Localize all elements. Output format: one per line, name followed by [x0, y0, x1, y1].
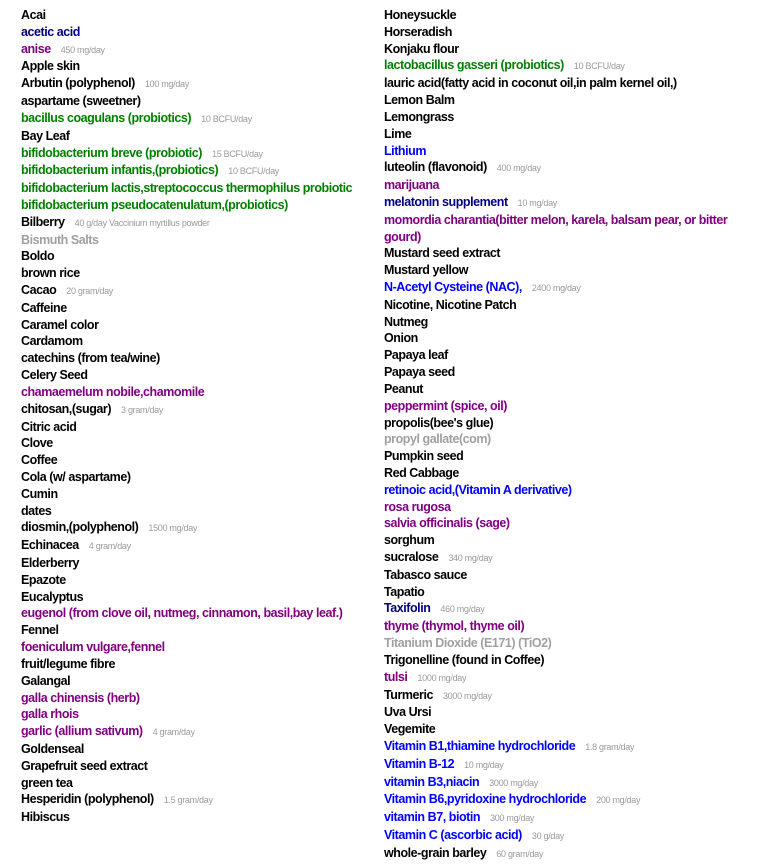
- item-name: Celery Seed: [21, 368, 88, 383]
- item-name: Tapatio: [384, 584, 425, 599]
- list-item-thyme-thymol-thyme-oil: [384, 618, 759, 635]
- item-name: galla rhois: [21, 707, 79, 722]
- item-name: whole-grain barley: [384, 845, 487, 860]
- item-dose: 60 gram/day: [496, 848, 544, 859]
- item-name: peppermint (spice, oil): [384, 398, 507, 413]
- item-dose: 1500 mg/day: [148, 523, 198, 534]
- list-item-vegemite: [384, 721, 759, 738]
- item-dose: 10 BCFU/day: [228, 166, 279, 177]
- item-name: luteolin (flavonoid): [384, 160, 487, 175]
- item-name: Onion: [384, 331, 418, 346]
- item-name: lactobacillus gasseri (probiotics): [384, 58, 564, 73]
- item-name: Hibiscus: [21, 810, 70, 825]
- item-name: brown rice: [21, 266, 80, 281]
- item-name: marijuana: [384, 178, 440, 193]
- item-dose: 3000 mg/day: [442, 690, 492, 701]
- item-dose: 200 mg/day: [596, 795, 641, 806]
- list-item-marijuana: [384, 177, 759, 194]
- list-item-galla-rhois: [21, 706, 366, 723]
- item-name: lauric acid(fatty acid in coconut oil,in palm kernel oil,): [384, 76, 677, 91]
- item-name: Caramel color: [21, 317, 99, 332]
- list-item-lithium: [384, 143, 759, 160]
- item-name: Tabasco sauce: [384, 567, 467, 582]
- list-item-brown-rice: [21, 265, 366, 282]
- list-item-lauric-acid-fatty-acid-in-coconut-oil-in: [384, 75, 759, 92]
- item-name: Lime: [384, 126, 412, 141]
- item-name: Galangal: [21, 673, 71, 688]
- list-item-eugenol-from-clove-oil-nutmeg-cinnamon-b: [21, 605, 366, 622]
- item-name: Vitamin B-12: [384, 756, 455, 771]
- list-item-chitosan-sugar: [21, 401, 366, 419]
- list-item-bay-leaf: [21, 128, 366, 145]
- item-name: Cardamom: [21, 334, 83, 349]
- item-name: Epazote: [21, 572, 66, 587]
- item-name: galla chinensis (herb): [21, 690, 140, 705]
- list-item-mustard-yellow: [384, 262, 759, 279]
- item-name: propolis(bee's glue): [384, 415, 494, 430]
- list-item-eucalyptus: [21, 589, 366, 606]
- item-name: Boldo: [21, 249, 55, 264]
- list-item-cumin: [21, 486, 366, 503]
- item-name: chitosan,(sugar): [21, 401, 112, 416]
- list-item-fruit-legume-fibre: [21, 656, 366, 673]
- list-item-lemon-balm: [384, 92, 759, 109]
- item-name: Clove: [21, 436, 53, 451]
- item-name: diosmin,(polyphenol): [21, 520, 139, 535]
- item-dose: 20 gram/day: [66, 286, 114, 296]
- list-item-peppermint-spice-oil: [384, 398, 759, 415]
- item-dose: 2400 mg/day: [531, 283, 581, 293]
- list-item-sorghum: [384, 532, 759, 549]
- list-item-onion: [384, 330, 759, 347]
- list-item-cacao: [21, 282, 366, 300]
- item-name: green tea: [21, 775, 73, 790]
- list-item-bifidobacterium-pseudocatenulatum-probio: [21, 197, 366, 214]
- item-name: Nicotine, Nicotine Patch: [384, 297, 517, 312]
- item-name: eugenol (from clove oil, nutmeg, cinnamon, basil,bay leaf.): [21, 606, 343, 621]
- list-item-catechins-from-tea-wine: [21, 350, 366, 367]
- list-item-momordia-charantia-bitter-melon-karela-b: [384, 212, 759, 246]
- item-name: Coffee: [21, 453, 58, 468]
- item-name: Turmeric: [384, 687, 433, 702]
- item-name: bifidobacterium pseudocatenulatum,(probiotics): [21, 197, 288, 212]
- item-name: Cacao: [21, 283, 57, 297]
- item-name: Apple skin: [21, 59, 80, 74]
- list-item-horseradish: [384, 24, 759, 41]
- item-name: propyl gallate(com): [384, 432, 491, 447]
- list-item-dates: [21, 503, 366, 520]
- list-item-hesperidin-polyphenol: [21, 791, 366, 809]
- item-name: bifidobacterium lactis,streptococcus thermophilus probiotic: [21, 181, 353, 196]
- list-item-salvia-officinalis-sage: [384, 515, 759, 532]
- list-item-peanut: [384, 381, 759, 398]
- list-item-grapefruit-seed-extract: [21, 758, 366, 775]
- list-item-chamaemelum-nobile-chamomile: [21, 384, 366, 401]
- item-name: Titanium Dioxide (E171) (TiO2): [384, 636, 552, 651]
- list-item-cardamom: [21, 333, 366, 350]
- item-dose: 100 mg/day: [144, 79, 189, 90]
- list-item-citric-acid: [21, 419, 366, 436]
- item-name: bacillus coagulans (probiotics): [21, 110, 192, 125]
- list-item-green-tea: [21, 775, 366, 792]
- list-item-sucralose: [384, 549, 759, 567]
- item-name: Vitamin B6,pyridoxine hydrochloride: [384, 792, 587, 807]
- list-item-whole-grain-barley: [384, 845, 759, 863]
- item-name: tulsi: [384, 669, 408, 684]
- list-item-vitamin-b3-niacin: [384, 774, 759, 792]
- item-dose: 3000 mg/day: [489, 777, 538, 788]
- item-name: bifidobacterium infantis,(probiotics): [21, 163, 219, 178]
- list-item-papaya-leaf: [384, 347, 759, 364]
- item-name: dates: [21, 503, 52, 518]
- list-item-elderberry: [21, 555, 366, 572]
- item-dose: 460 mg/day: [440, 604, 485, 615]
- list-item-luteolin-flavonoid: [384, 159, 759, 177]
- item-name: melatonin supplement: [384, 194, 508, 209]
- left-column-list: [21, 7, 366, 826]
- item-dose: 1.8 gram/day: [585, 741, 635, 752]
- list-item-uva-ursi: [384, 704, 759, 721]
- item-name: Lithium: [384, 143, 426, 158]
- list-item-boldo: [21, 248, 366, 265]
- item-name: Papaya seed: [384, 365, 455, 380]
- list-item-tapatio: [384, 584, 759, 601]
- item-dose: 4 gram/day: [88, 541, 131, 552]
- list-item-apple-skin: [21, 58, 366, 75]
- item-name: Bismuth Salts: [21, 232, 99, 247]
- list-item-foeniculum-vulgare-fennel: [21, 639, 366, 656]
- list-item-turmeric: [384, 687, 759, 705]
- list-item-mustard-seed-extract: [384, 245, 759, 262]
- list-item-tabasco-sauce: [384, 567, 759, 584]
- item-name: Fennel: [21, 623, 59, 638]
- item-name: thyme (thymol, thyme oil): [384, 619, 525, 634]
- item-name: fruit/legume fibre: [21, 656, 115, 671]
- item-name: rosa rugosa: [384, 499, 451, 514]
- item-name: Taxifolin: [384, 601, 431, 616]
- item-name: Vitamin C (ascorbic acid): [384, 828, 522, 842]
- item-dose: 10 BCFU/day: [201, 113, 252, 124]
- list-item-tulsi: [384, 669, 759, 687]
- list-item-caramel-color: [21, 317, 366, 334]
- item-name: Echinacea: [21, 538, 79, 553]
- item-name: chamaemelum nobile,chamomile: [21, 384, 205, 399]
- item-name: bifidobacterium breve (probiotic): [21, 145, 202, 160]
- list-item-anise: [21, 41, 366, 59]
- item-name: Nutmeg: [384, 314, 428, 329]
- item-name: sorghum: [384, 533, 435, 548]
- item-dose: 300 mg/day: [490, 813, 535, 824]
- item-name: Goldenseal: [21, 741, 84, 756]
- item-name: Hesperidin (polyphenol): [21, 792, 154, 807]
- item-name: Arbutin (polyphenol): [21, 76, 135, 91]
- list-item-bifidobacterium-infantis-probiotics: [21, 162, 366, 180]
- item-name: Mustard seed extract: [384, 246, 501, 261]
- item-name: vitamin B7, biotin: [384, 810, 481, 825]
- list-item-galangal: [21, 673, 366, 690]
- item-name: foeniculum vulgare,fennel: [21, 640, 165, 655]
- item-name: catechins (from tea/wine): [21, 351, 160, 366]
- item-name: Uva Ursi: [384, 705, 432, 720]
- list-item-galla-chinensis-herb: [21, 690, 366, 707]
- list-item-vitamin-c-ascorbic-acid: [384, 827, 759, 845]
- item-name: Elderberry: [21, 556, 80, 570]
- list-item-nutmeg: [384, 314, 759, 331]
- list-item-honeysuckle: [384, 7, 759, 24]
- item-dose: 450 mg/day: [60, 44, 105, 55]
- list-item-arbutin-polyphenol: [21, 75, 366, 93]
- list-item-rosa-rugosa: [384, 499, 759, 516]
- list-item-vitamin-b6-pyridoxine-hydrochloride: [384, 791, 759, 809]
- item-dose: 10 BCFU/day: [573, 61, 625, 72]
- item-name: Bay Leaf: [21, 128, 70, 143]
- item-dose: 1000 mg/day: [417, 672, 467, 683]
- list-item-lemongrass: [384, 109, 759, 126]
- list-item-acai: [21, 7, 366, 24]
- item-name: Mustard yellow: [384, 263, 468, 278]
- item-name: Eucalyptus: [21, 589, 84, 604]
- list-item-hibiscus: [21, 809, 366, 826]
- item-dose: 4 gram/day: [152, 727, 195, 738]
- list-item-garlic-allium-sativum: [21, 723, 366, 741]
- list-item-retinoic-acid-vitamin-a-derivative: [384, 482, 759, 499]
- list-item-titanium-dioxide-e171-tio2: [384, 635, 759, 652]
- right-column-list: [384, 7, 759, 863]
- item-name: Cola (w/ aspartame): [21, 469, 131, 484]
- item-name: retinoic acid,(Vitamin A derivative): [384, 482, 572, 497]
- item-name: aspartame (sweetner): [21, 94, 141, 109]
- item-name: Grapefruit seed extract: [21, 758, 148, 773]
- list-item-melatonin-supplement: [384, 194, 759, 212]
- item-name: anise: [21, 41, 51, 56]
- list-item-vitamin-b1-thiamine-hydrochloride: [384, 738, 759, 756]
- item-name: Bilberry: [21, 214, 65, 229]
- item-name: garlic (allium sativum): [21, 724, 143, 739]
- list-item-n-acetyl-cysteine-nac: [384, 279, 759, 297]
- item-name: Konjaku flour: [384, 41, 459, 56]
- item-name: Vegemite: [384, 722, 436, 737]
- list-item-bismuth-salts: [21, 232, 366, 249]
- item-dose: 10 mg/day: [517, 197, 557, 208]
- list-item-echinacea: [21, 537, 366, 555]
- list-item-konjaku-flour: [384, 41, 759, 58]
- list-item-celery-seed: [21, 367, 366, 384]
- item-name: Peanut: [384, 381, 423, 396]
- list-item-propolis-bee-s-glue: [384, 415, 759, 432]
- list-item-trigonelline-found-in-coffee: [384, 652, 759, 669]
- list-item-taxifolin: [384, 600, 759, 618]
- item-dose: 10 mg/day: [464, 759, 504, 770]
- list-item-red-cabbage: [384, 465, 759, 482]
- item-name: Lemon Balm: [384, 93, 455, 108]
- list-item-lime: [384, 126, 759, 143]
- item-name: acetic acid: [21, 24, 80, 39]
- item-name: Red Cabbage: [384, 465, 459, 480]
- item-name: sucralose: [384, 550, 439, 564]
- item-name: salvia officinalis (sage): [384, 516, 510, 531]
- list-item-vitamin-b-12: [384, 756, 759, 774]
- item-name: N-Acetyl Cysteine (NAC),: [384, 280, 522, 294]
- item-name: Citric acid: [21, 419, 77, 434]
- list-item-fennel: [21, 622, 366, 639]
- list-item-propyl-gallate-com: [384, 431, 759, 448]
- list-item-aspartame-sweetner: [21, 93, 366, 110]
- item-name: Vitamin B1,thiamine hydrochloride: [384, 738, 576, 753]
- item-name: Pumpkin seed: [384, 449, 464, 464]
- item-dose: 3 gram/day: [121, 404, 164, 415]
- list-item-vitamin-b7-biotin: [384, 809, 759, 827]
- item-name: Acai: [21, 8, 46, 22]
- item-name: Honeysuckle: [384, 8, 457, 22]
- item-dose: 40 g/day Vaccinium myrtillus powder: [74, 217, 210, 228]
- list-item-cola-w-aspartame: [21, 469, 366, 486]
- list-item-nicotine-nicotine-patch: [384, 297, 759, 314]
- item-dose: 340 mg/day: [448, 553, 493, 563]
- list-item-papaya-seed: [384, 364, 759, 381]
- item-dose: 1.5 gram/day: [163, 795, 213, 806]
- item-dose: 15 BCFU/day: [212, 148, 263, 159]
- list-item-bilberry: [21, 214, 366, 232]
- list-item-pumpkin-seed: [384, 448, 759, 465]
- item-name: Caffeine: [21, 300, 67, 315]
- item-name: Lemongrass: [384, 109, 454, 124]
- item-name: momordia charantia(bitter melon, karela, balsam pear, or bitter gourd): [384, 212, 728, 244]
- item-name: Horseradish: [384, 24, 452, 39]
- list-item-bifidobacterium-breve-probiotic: [21, 145, 366, 163]
- list-item-epazote: [21, 572, 366, 589]
- list-item-lactobacillus-gasseri-probiotics: [384, 57, 759, 75]
- list-item-coffee: [21, 452, 366, 469]
- item-dose: 30 g/day: [531, 831, 565, 841]
- item-name: Trigonelline (found in Coffee): [384, 652, 545, 667]
- list-item-goldenseal: [21, 741, 366, 758]
- item-name: vitamin B3,niacin: [384, 774, 480, 789]
- item-dose: 400 mg/day: [496, 163, 541, 174]
- list-item-caffeine: [21, 300, 366, 317]
- list-item-bacillus-coagulans-probiotics: [21, 110, 366, 128]
- list-item-diosmin-polyphenol: [21, 519, 366, 537]
- list-item-acetic-acid: [21, 24, 366, 41]
- item-name: Papaya leaf: [384, 348, 448, 363]
- item-name: Cumin: [21, 486, 58, 501]
- list-item-clove: [21, 435, 366, 452]
- list-item-bifidobacterium-lactis-streptococcus-the: [21, 180, 366, 197]
